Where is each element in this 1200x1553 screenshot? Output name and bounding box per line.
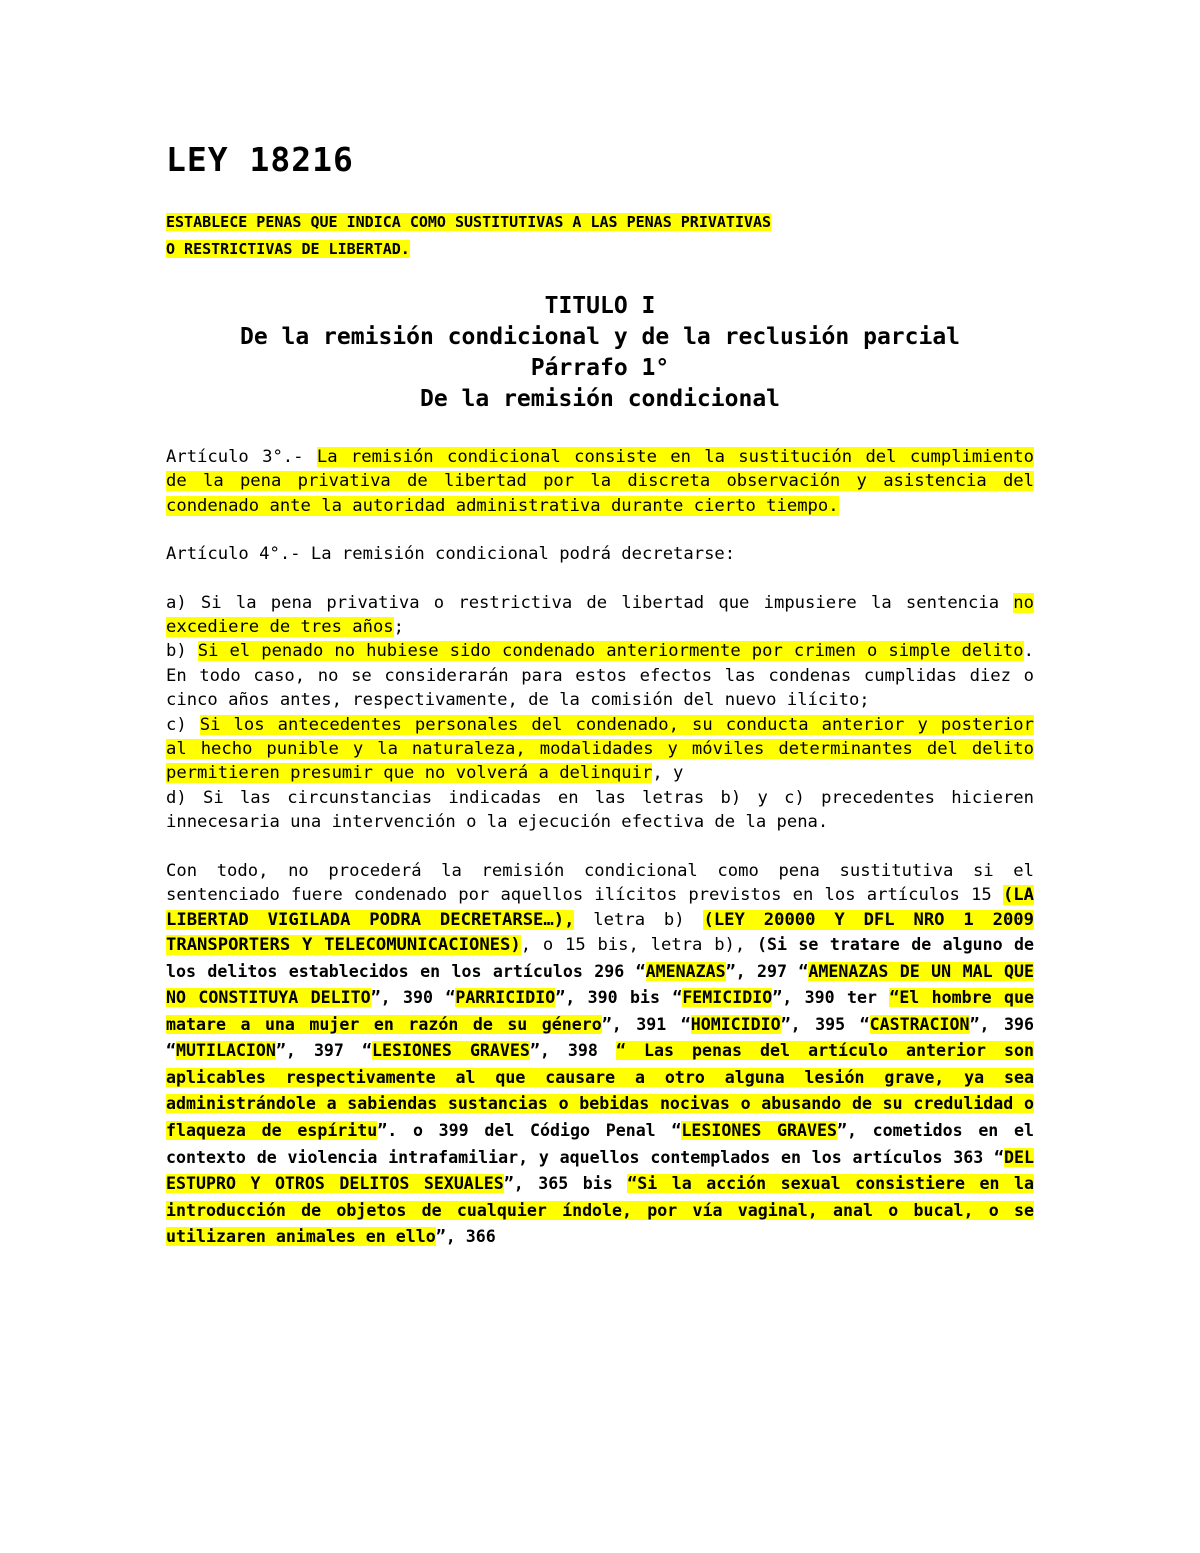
- con-todo-paragraph: [166, 859, 1034, 1251]
- con-todo-s3: , o 15 bis, letra b),: [520, 934, 758, 955]
- con-todo-b9: ”, 397 “: [275, 1041, 372, 1061]
- parrafo-name-heading: De la remisión condicional: [419, 386, 781, 412]
- con-todo-h5: PARRICIDIO: [455, 988, 556, 1008]
- con-todo-b3: ”, 390 “: [370, 988, 456, 1008]
- document-body: [166, 140, 1034, 1251]
- titulo-heading: TITULO I: [544, 293, 656, 319]
- con-todo-h11: LESIONES GRAVES: [371, 1041, 530, 1061]
- con-todo-h8: HOMICIDIO: [690, 1014, 781, 1034]
- item-b-highlight: Si el penado no hubiese sido condenado anteriormente por crimen o simple delito: [197, 641, 1024, 662]
- con-todo-h3: AMENAZAS: [645, 961, 726, 981]
- subtitle-line-1: ESTABLECE PENAS QUE INDICA COMO SUSTITUTIVAS A LAS PENAS PRIVATIVAS: [166, 213, 772, 231]
- con-todo-bold-block: [166, 935, 1034, 1247]
- con-todo-b7: ”, 395 “: [780, 1014, 870, 1034]
- item-a-post: ;: [393, 617, 405, 638]
- item-b-pre: b): [166, 641, 198, 662]
- con-todo-b13: ”, 365 bis: [503, 1174, 628, 1194]
- con-todo-h10: MUTILACION: [176, 1041, 276, 1061]
- article-4-items: [166, 591, 1034, 835]
- con-todo-s2: letra b): [574, 909, 704, 930]
- con-todo-h1: (LA LIBERTAD VIGILADA PODRA DECRETARSE…),: [166, 885, 1034, 930]
- con-todo-h15: “Si la acción sexual consistiere en la introducción de objetos de cualquier índole, por vía vaginal, anal o bucal, o se utilizaren animales en ello: [166, 1174, 1034, 1247]
- con-todo-b5: ”, 390 ter: [772, 988, 890, 1008]
- article-3-label: Artículo 3°.-: [166, 447, 317, 467]
- section-headings: [166, 291, 1034, 415]
- item-c-highlight: Si los antecedentes personales del condenado, su conducta anterior y posterior al hecho punible y la naturaleza, modalidades y móviles determinantes del delito permitieren presumir que no volverá a delinquir: [166, 714, 1035, 784]
- item-c-post: , y: [652, 763, 684, 784]
- con-todo-h4: AMENAZAS DE UN MAL QUE NO CONSTITUYA DELITO: [166, 961, 1034, 1008]
- con-todo-b4: ”, 390 bis “: [555, 988, 683, 1008]
- con-todo-b8: ”, 396 “: [166, 1014, 1034, 1061]
- con-todo-b12: ”, cometidos en el contexto de violencia intrafamiliar, y aquellos contemplados en los artículos 363 “: [166, 1121, 1034, 1167]
- item-a-pre: a) Si la pena privativa o restrictiva de libertad que impusiere la sentencia: [166, 592, 1014, 613]
- con-todo-h7: “El hombre que matare a una mujer en razón de su género: [166, 988, 1034, 1034]
- con-todo-h13: LESIONES GRAVES: [681, 1121, 837, 1141]
- item-a-highlight: no excediere de tres años: [166, 592, 1034, 638]
- con-todo-b10: ”, 398: [529, 1041, 616, 1061]
- con-todo-h2: (LEY 20000 Y DFL NRO 1 2009 TRANSPORTERS Y TELECOMUNICACIONES): [166, 909, 1034, 955]
- con-todo-b14: ”, 366: [435, 1227, 496, 1247]
- con-todo-b1: (Si se tratare de alguno de los delitos establecidos en los artículos 296 “: [166, 934, 1034, 981]
- article-4-intro: Artículo 4°.- La remisión condicional podrá decretarse:: [166, 544, 736, 565]
- item-d: d) Si las circunstancias indicadas en las letras b) y c) precedentes hicieren innecesaria una intervención o la ejecución efectiva de la pena.: [166, 787, 1034, 833]
- law-subtitle: [166, 209, 1034, 263]
- con-todo-b6: ”, 391 “: [601, 1014, 691, 1034]
- con-todo-h9: CASTRACION: [869, 1014, 970, 1034]
- article-3-text: La remisión condicional consiste en la sustitución del cumplimiento de la pena privativa de libertad por la discreta observación y asistencia del condenado ante la autoridad administrativa durante cierto tiempo.: [166, 447, 1034, 516]
- parrafo-heading: Párrafo 1°: [530, 355, 670, 381]
- item-c-pre: c): [166, 714, 200, 735]
- titulo-name-heading: De la remisión condicional y de la reclusión parcial: [239, 324, 961, 350]
- subtitle-line-2: O RESTRICTIVAS DE LIBERTAD.: [166, 240, 410, 258]
- con-todo-h14: DEL ESTUPRO Y OTROS DELITOS SEXUALES: [166, 1147, 1034, 1194]
- law-title: LEY 18216: [166, 140, 354, 179]
- con-todo-h6: FEMICIDIO: [682, 988, 773, 1008]
- item-b-post: . En todo caso, no se considerarán para estos efectos las condenas cumplidas diez o cinco años antes, respectivamente, de la comisión del nuevo ilícito;: [166, 641, 1034, 711]
- article-3: [166, 445, 1034, 518]
- con-todo-b2: ”, 297 “: [725, 961, 809, 981]
- con-todo-s1: Con todo, no procederá la remisión condicional como pena sustitutiva si el sentenciado fuere condenado por aquellos ilícitos previstos en los artículos 15: [166, 860, 1034, 906]
- con-todo-h12: “ Las penas del artículo anterior son aplicables respectivamente al que causare a otro alguna lesión grave, ya sea administrándole a sabiendas sustancias o bebidas nocivas o abusando de su credulidad o flaqueza de espíritu: [166, 1041, 1035, 1141]
- con-todo-b11: ”. o 399 del Código Penal “: [377, 1121, 682, 1141]
